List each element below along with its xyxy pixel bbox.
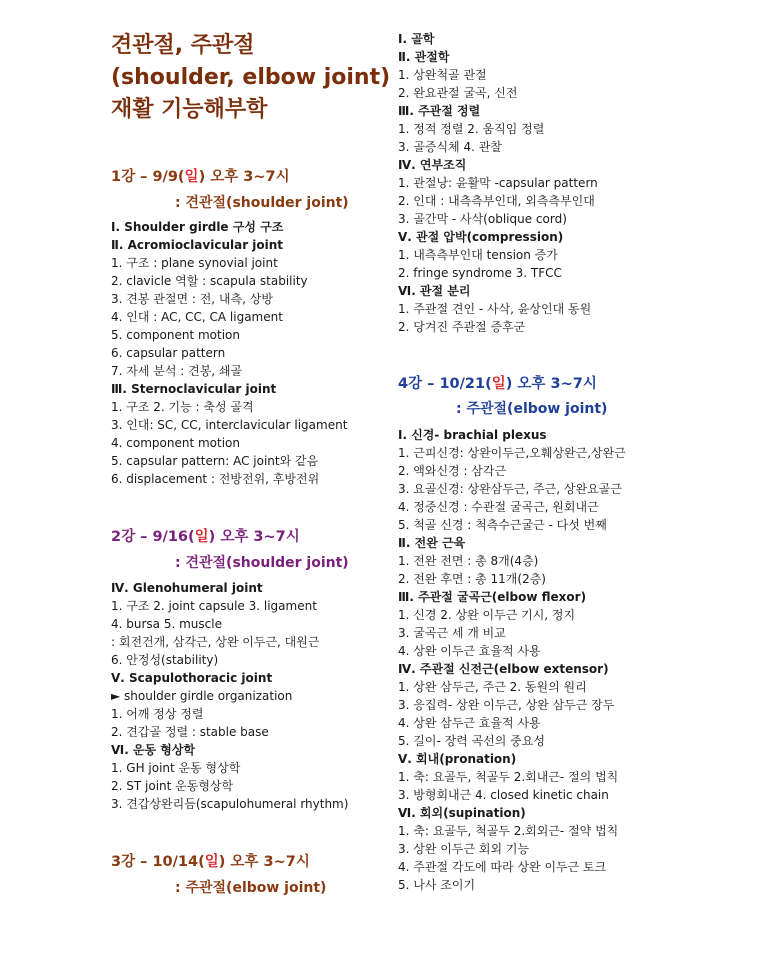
outline-item: 4. 인대 : AC, CC, CA ligament	[111, 310, 283, 324]
session-3-date: 3강 – 10/14(	[111, 854, 205, 870]
outline-item: 3. 굴곡근 세 개 비교	[398, 626, 506, 640]
outline-item: 1. 구조 2. joint capsule 3. ligament	[111, 599, 317, 613]
session-4-time: ) 오후 3~7시	[505, 376, 597, 392]
outline-item: 1. 정적 정렬 2. 움직임 정렬	[398, 122, 545, 136]
outline-item: 6. displacement : 전방전위, 후방전위	[111, 472, 320, 486]
session-1-topic: : 견관절(shoulder joint)	[175, 195, 349, 211]
outline-item: 2. 액와신경 : 삼각근	[398, 464, 507, 478]
outline-item: 1. 축: 요골두, 척골두 2.회외근- 절약 법칙	[398, 824, 619, 838]
outline-item: 3. 견갑상완리듬(scapulohumeral rhythm)	[111, 797, 349, 811]
session-2-outline	[111, 579, 348, 813]
outline-item: 2. 당겨진 주관절 증후군	[398, 320, 526, 334]
outline-item: 1. 축: 요골두, 척골두 2.회내근- 절의 법칙	[398, 770, 619, 784]
outline-item: 5. component motion	[111, 328, 240, 342]
session-1-outline	[111, 218, 347, 488]
session-1-day: 일	[184, 169, 199, 185]
outline-item: 4. 주관절 각도에 따라 상완 이두근 토크	[398, 860, 607, 874]
outline-item: 5. 척골 신경 : 척측수근굴근 - 다섯 번째	[398, 518, 607, 532]
session-1-time: ) 오후 3~7시	[198, 169, 290, 185]
outline-item: 1. 근피신경: 상완이두근,오훼상완근,상완근	[398, 446, 626, 460]
session-4-day: 일	[491, 376, 506, 392]
outline-item: 2. 완요관절 굴곡, 신전	[398, 86, 518, 100]
session-3-outline	[398, 30, 598, 336]
outline-item: 4. 정중신경 : 수관절 굴곡근, 원회내근	[398, 500, 599, 514]
outline-item: 1. 주관절 견인 - 사삭, 윤상인대 동원	[398, 302, 592, 316]
title-line-2: (shoulder, elbow joint)	[111, 65, 391, 90]
session-4-date: 4강 – 10/21(	[398, 376, 492, 392]
session-4-outline	[398, 426, 626, 894]
outline-item: 1. 어깨 정상 정렬	[111, 707, 204, 721]
outline-heading: Ⅰ. 신경- brachial plexus	[398, 428, 547, 442]
outline-item: 5. 나사 조이기	[398, 878, 476, 892]
outline-item: : 회전건개, 삼각근, 상완 이두근, 대원근	[111, 635, 320, 649]
outline-item: 4. component motion	[111, 436, 240, 450]
session-2-topic: : 견관절(shoulder joint)	[175, 555, 349, 571]
outline-item: 1. 신경 2. 상완 이두근 기시, 정지	[398, 608, 576, 622]
outline-item: 3. 요골신경: 상완삼두근, 주근, 상완요골근	[398, 482, 622, 496]
session-3-time: ) 오후 3~7시	[218, 854, 310, 870]
outline-heading: Ⅲ. 주관절 굴곡근(elbow flexor)	[398, 590, 587, 604]
outline-item: 2. ST joint 운동형상학	[111, 779, 234, 793]
outline-heading: Ⅰ. 골학	[398, 32, 435, 46]
outline-item: 4. 상완 삼두근 효율적 사용	[398, 716, 541, 730]
title-line-3: 재활 기능해부학	[111, 97, 268, 122]
outline-item: 3. 방형회내근 4. closed kinetic chain	[398, 788, 609, 802]
outline-heading: Ⅴ. 회내(pronation)	[398, 752, 517, 766]
outline-item: 2. clavicle 역할 : scapula stability	[111, 274, 308, 288]
outline-item: 4. 상완 이두근 효율적 사용	[398, 644, 541, 658]
outline-heading: Ⅳ. 주관절 신전근(elbow extensor)	[398, 662, 609, 676]
outline-item: 6. capsular pattern	[111, 346, 226, 360]
page-title	[111, 30, 390, 126]
outline-item: 2. 인대 : 내측측부인대, 외측측부인대	[398, 194, 595, 208]
outline-item: 3. 응집력- 상완 이두근, 상완 삼두근 장두	[398, 698, 615, 712]
outline-heading: Ⅲ. 주관절 정렬	[398, 104, 481, 118]
outline-item: 1. 관절낭: 윤활막 -capsular pattern	[398, 176, 598, 190]
outline-item: 2. fringe syndrome 3. TFCC	[398, 266, 562, 280]
outline-item: 2. 전완 후면 : 총 11개(2층)	[398, 572, 546, 586]
outline-item: 3. 인대: SC, CC, interclavicular ligament	[111, 418, 348, 432]
session-2-date: 2강 – 9/16(	[111, 529, 195, 545]
outline-item: ► shoulder girdle organization	[111, 689, 293, 703]
outline-item: 1. GH joint 운동 형상학	[111, 761, 241, 775]
outline-heading: Ⅵ. 운동 형상학	[111, 743, 196, 757]
outline-heading: Ⅵ. 관절 분리	[398, 284, 471, 298]
session-2-day: 일	[194, 529, 209, 545]
outline-item: 1. 구조 : plane synovial joint	[111, 256, 278, 270]
outline-heading: Ⅲ. Sternoclavicular joint	[111, 382, 277, 396]
outline-heading: Ⅱ. Acromioclavicular joint	[111, 238, 284, 252]
outline-item: 7. 자세 분석 : 견봉, 쇄골	[111, 364, 243, 378]
outline-item: 1. 전완 전면 : 총 8개(4층)	[398, 554, 539, 568]
session-2-header	[111, 525, 300, 546]
outline-item: 3. 견봉 관절면 : 전, 내측, 상방	[111, 292, 273, 306]
outline-heading: Ⅱ. 전완 근육	[398, 536, 466, 550]
session-2-time: ) 오후 3~7시	[208, 529, 300, 545]
outline-item: 3. 골간막 - 사삭(oblique cord)	[398, 212, 567, 226]
session-3-day: 일	[204, 854, 219, 870]
session-4-header	[398, 372, 597, 393]
session-1-date: 1강 – 9/9(	[111, 169, 185, 185]
outline-item: 1. 구조 2. 기능 : 축성 골격	[111, 400, 254, 414]
outline-item: 6. 안정성(stability)	[111, 653, 219, 667]
session-1-header	[111, 165, 290, 186]
outline-item: 5. capsular pattern: AC joint와 같음	[111, 454, 319, 468]
outline-item: 5. 길이- 장력 곡선의 중요성	[398, 734, 545, 748]
outline-heading: Ⅳ. Glenohumeral joint	[111, 581, 263, 595]
outline-heading: Ⅴ. Scapulothoracic joint	[111, 671, 273, 685]
outline-item: 3. 상완 이두근 회외 기능	[398, 842, 530, 856]
outline-item: 1. 상완 삼두근, 주근 2. 동원의 원리	[398, 680, 587, 694]
title-line-1: 견관절, 주관절	[111, 33, 255, 58]
outline-heading: Ⅰ. Shoulder girdle 구성 구조	[111, 220, 284, 234]
outline-heading: Ⅳ. 연부조직	[398, 158, 467, 172]
outline-item: 1. 상완척골 관절	[398, 68, 487, 82]
session-3-topic: : 주관절(elbow joint)	[175, 880, 327, 896]
outline-item: 2. 견갑골 정렬 : stable base	[111, 725, 269, 739]
outline-item: 1. 내측측부인대 tension 증가	[398, 248, 558, 262]
session-3-header	[111, 850, 310, 871]
outline-heading: Ⅱ. 관절학	[398, 50, 450, 64]
session-4-topic: : 주관절(elbow joint)	[456, 401, 608, 417]
outline-heading: Ⅴ. 관절 압박(compression)	[398, 230, 564, 244]
outline-heading: Ⅵ. 회외(supination)	[398, 806, 526, 820]
outline-item: 3. 골증식체 4. 관찰	[398, 140, 502, 154]
outline-item: 4. bursa 5. muscle	[111, 617, 222, 631]
